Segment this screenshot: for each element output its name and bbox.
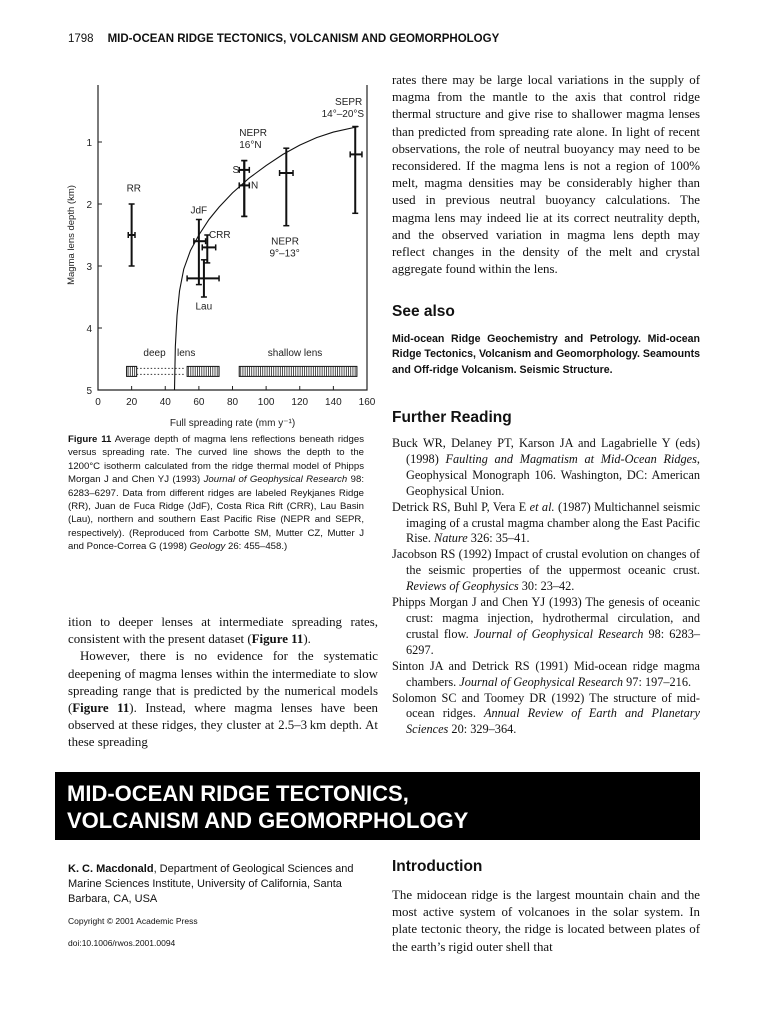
annotation-label: N xyxy=(250,180,259,192)
reference-text: et al. xyxy=(529,499,555,514)
article-title-banner xyxy=(55,772,700,840)
annotation-label: 9°–13° xyxy=(269,248,300,260)
reference-text: 326: 35–41. xyxy=(467,531,530,546)
caption-journal: Geology xyxy=(189,541,226,553)
y-tick-label: 5 xyxy=(86,386,92,397)
y-tick-label: 2 xyxy=(86,200,92,211)
reference-item xyxy=(392,659,700,691)
caption-text: 98: 6283–6297. Data from different ridges are labeled Reykjanes Ridge (RR), Juan de Fuca Ridge (JdF), Costa Rica Rift (CRR), Lau Basin (Lau), northern and southern East Pacific Rise (NEPR and SEPR, respectively). (Reproduced from Carbotte SM, Mutter CZ, Mutter J and Ponce-Correa G (1998) xyxy=(68,474,364,553)
annotation-label: Lau xyxy=(195,301,213,313)
reference-item xyxy=(392,595,700,659)
copyright: Copyright © 2001 Academic Press xyxy=(68,916,198,926)
figure-ref-link[interactable]: Figure 11 xyxy=(72,701,130,716)
reference-text: Jacobson RS (1992) Impact of crustal evolution on changes of the seismic properties of the uppermost oceanic crust. xyxy=(392,547,700,578)
annotation-label: S xyxy=(232,165,240,176)
text: ition to deeper lenses at intermediate spreading rates, consistent with the present dataset ( xyxy=(68,615,378,647)
deep-lens-bar xyxy=(187,366,219,376)
running-header xyxy=(68,33,499,45)
data-point xyxy=(350,127,362,214)
text: ). Instead, where magma lenses have been observed at these ridges, they cluster at 2.5–3 km depth. At these spreading xyxy=(68,701,378,750)
y-tick-label: 3 xyxy=(86,262,92,273)
annotation-label: deep xyxy=(143,347,166,359)
plot-frame xyxy=(98,85,367,390)
running-title: MID-OCEAN RIDGE TECTONICS, VOLCANISM AND GEOMORPHOLOGY xyxy=(107,33,500,45)
right-body-text xyxy=(392,72,700,278)
affiliation: , Department of Geological Sciences and Marine Sciences Institute, University of California, Santa Barbara, CA, USA xyxy=(68,863,354,905)
reference-text: Solomon SC and Toomey DR (1992) The structure of mid-ocean ridges. xyxy=(392,690,700,721)
annotation-label: RR xyxy=(126,183,142,195)
x-tick-label: 20 xyxy=(126,397,138,408)
reference-text: Phipps Morgan J and Chen YJ (1993) The genesis of oceanic crust: magma injection, hydrothermal circulation, and crustal flow. xyxy=(392,595,700,641)
data-point xyxy=(187,260,219,297)
y-tick-label: 4 xyxy=(86,324,92,335)
shallow-lens-bar xyxy=(239,366,357,376)
reference-text: 98: 6283–6297. xyxy=(406,626,700,657)
paragraph: rates there may be large local variations in the supply of magma from the mantle to the axis that control ridge thermal structure and give rise to shallower magma lenses than predicted from spreading rate alone. In light of recent observations, the role of neutral buoyancy may need to be reconsidered. If the magma lens is not a region of 100% melt, magma densities may be considerably higher than used in previous neutral buoyancy calculations. The magma lens may indeed lie at its correct neutrality depth, and the observed variation in magma lens depth may reflect changes in the density of the melt and crystal aggregate found within the lens. xyxy=(392,73,700,277)
reference-text: Reviews of Geophysics xyxy=(406,579,519,594)
reference-text: Nature xyxy=(434,531,468,546)
figure-11-chart xyxy=(60,85,380,435)
reference-text: 20: 329–364. xyxy=(448,722,517,737)
article-title-line: VOLCANISM AND GEOMORPHOLOGY xyxy=(67,808,469,833)
data-point xyxy=(280,148,293,226)
doi[interactable]: doi:10.1006/rwos.2001.0094 xyxy=(68,938,176,948)
paragraph xyxy=(68,614,378,648)
reference-text: Annual Review of Earth and Planetary Sciences xyxy=(406,706,700,737)
see-also-link[interactable]: Seismic Structure. xyxy=(519,363,613,376)
x-tick-label: 140 xyxy=(325,397,342,408)
annotation-label: JdF xyxy=(190,205,208,217)
x-tick-label: 160 xyxy=(358,397,376,408)
figure-ref-link[interactable]: Figure 11 xyxy=(251,632,304,647)
annotation-label: NEPR xyxy=(271,236,299,248)
annotation-label: 14°–20°S xyxy=(321,109,365,121)
bar-outline xyxy=(187,366,219,376)
reference-text: 30: 23–42. xyxy=(518,579,575,594)
data-point xyxy=(128,204,135,266)
see-also-link[interactable]: Seamounts and Off-ridge Volcanism. xyxy=(392,348,700,376)
annotation-label: lens xyxy=(177,347,196,359)
annotation-label: CRR xyxy=(208,230,231,242)
reference-item xyxy=(392,500,700,548)
caption-text: Average depth of magma lens reflections beneath ridges versus spreading rate. The curved line shows the depth to the 1200°C isotherm calculated from the ridge thermal model of Phipps Morgan J and Chen YJ (1993) xyxy=(68,434,364,486)
see-also-link[interactable]: Mid-ocean Ridge Tectonics, Volcanism and Geomorphology. xyxy=(392,333,700,361)
caption-text: 26: 455–458.) xyxy=(225,541,288,553)
reference-text: Faulting and Magmatism at Mid-Ocean Ridges xyxy=(445,451,697,466)
annotation-label: 16°N xyxy=(239,140,262,152)
reference-text: Journal of Geophysical Research xyxy=(459,674,624,689)
author-name: K. C. Macdonald xyxy=(68,863,154,875)
reference-text: Sinton JA and Detrick RS (1991) Mid-ocean ridge magma chambers. xyxy=(392,658,700,689)
reference-item xyxy=(392,547,700,595)
author-affiliation xyxy=(68,862,368,907)
left-body-text xyxy=(68,614,378,752)
article-title-line: MID-OCEAN RIDGE TECTONICS, xyxy=(67,781,409,806)
introduction-text: The midocean ridge is the largest mountain chain and the most active system of volcanoes in the solar system. In plate tectonic theory, the ridge is located between plates of the earth’s rigid outer shell that xyxy=(392,888,700,954)
see-also-list xyxy=(392,332,700,378)
x-axis-label: Full spreading rate (mm y⁻¹) xyxy=(169,418,296,429)
reference-list xyxy=(392,436,700,738)
reference-text: 97: 197–216. xyxy=(623,674,692,689)
annotation-label: SEPR xyxy=(335,96,363,108)
reference-text: Detrick RS, Buhl P, Vera E xyxy=(392,499,530,514)
x-tick-label: 100 xyxy=(257,397,275,408)
deep-lens-bar xyxy=(127,366,137,376)
caption-journal: Journal of Geophysical Research xyxy=(203,474,348,486)
x-tick-label: 120 xyxy=(291,397,309,408)
figure-label: Figure 11 xyxy=(68,434,112,445)
reference-text: Journal of Geophysical Research xyxy=(473,626,644,641)
see-also-link[interactable]: Mid-ocean Ridge Geochemistry and Petrology. xyxy=(392,333,641,345)
reference-text: (1987) Multichannel seismic imaging of a crustal magma chamber along the East Pacific Rise. xyxy=(406,499,701,546)
y-tick-label: 1 xyxy=(86,138,92,149)
reference-item xyxy=(392,691,700,739)
reference-text: Buck WR, Delaney PT, Karson JA and Lagabrielle Y (eds) (1998) xyxy=(392,436,700,466)
introduction-heading: Introduction xyxy=(392,858,483,875)
text: ). xyxy=(303,632,311,647)
figure-caption xyxy=(68,433,364,554)
reference-text: , Geophysical Monograph 106. Washington, DC: American Geophysical Union. xyxy=(406,451,700,498)
isotherm-curve xyxy=(174,127,358,391)
annotation-label: NEPR xyxy=(239,127,268,139)
see-also-heading: See also xyxy=(392,303,455,320)
reference-item xyxy=(392,436,700,500)
paragraph xyxy=(68,648,378,751)
x-tick-label: 80 xyxy=(226,397,239,408)
x-tick-label: 0 xyxy=(95,397,101,408)
y-axis-label: Magma lens depth (km) xyxy=(66,185,77,285)
page-number: 1798 xyxy=(68,33,94,45)
x-tick-label: 40 xyxy=(159,397,171,408)
text: However, there is no evidence for the systematic deepening of magma lenses within the intermediate to slow spreading range that is predicted by the numerical models ( xyxy=(68,649,378,716)
further-reading-heading: Further Reading xyxy=(392,409,512,426)
annotation-label: shallow lens xyxy=(267,347,323,359)
x-tick-label: 60 xyxy=(193,397,205,408)
